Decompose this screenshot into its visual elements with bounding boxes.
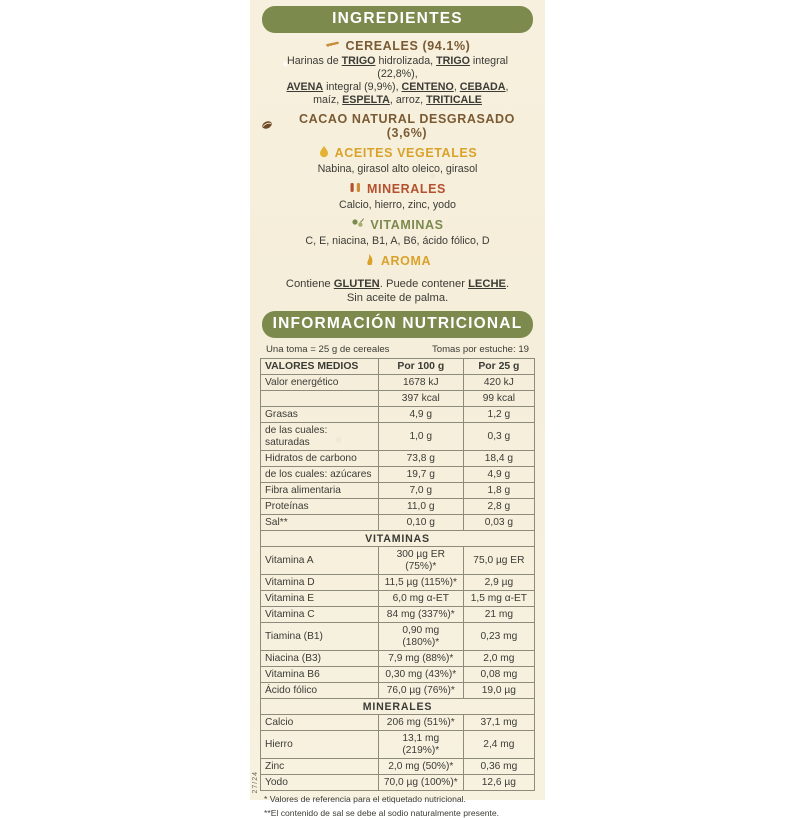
- row-label: Calcio: [261, 715, 379, 731]
- table-row: [261, 515, 535, 531]
- row-value-25g: 1,5 mg α-ET: [463, 591, 534, 607]
- table-row: [261, 547, 535, 575]
- ingredient-group-aceites: [260, 145, 535, 176]
- ingredient-group-aroma: [260, 253, 535, 269]
- row-label: Fibra alimentaria: [261, 483, 379, 499]
- row-value-100g: 0,10 g: [378, 515, 463, 531]
- ingredient-heading-text: VITAMINAS: [370, 218, 443, 232]
- nutrition-band-title: INFORMACIÓN NUTRICIONAL: [262, 311, 533, 338]
- ingredient-body: Calcio, hierro, zinc, yodo: [260, 199, 535, 212]
- ingredient-heading-text: CEREALES (94.1%): [346, 39, 471, 53]
- wheat-icon: [325, 38, 341, 53]
- table-row: [261, 759, 535, 775]
- aroma-icon: [364, 253, 376, 269]
- ingredient-heading-text: CACAO NATURAL DESGRASADO (3,6%): [279, 112, 535, 140]
- serving-note: Una toma = 25 g de cereales: [266, 344, 389, 355]
- vitamins-section-header: [261, 531, 535, 547]
- row-label: Hidratos de carbono: [261, 451, 379, 467]
- ingredient-group-cereales: [260, 38, 535, 107]
- row-value-25g: 19,0 µg: [463, 683, 534, 699]
- table-row: [261, 667, 535, 683]
- row-label: de las cuales: saturadas: [261, 423, 379, 451]
- row-label: Hierro: [261, 731, 379, 759]
- allergen-note-line1: Contiene GLUTEN. Puede contener LECHE.: [286, 278, 509, 290]
- row-label: Proteínas: [261, 499, 379, 515]
- ingredient-heading-text: MINERALES: [367, 182, 446, 196]
- vitamins-section-title: VITAMINAS: [261, 531, 535, 547]
- ingredient-group-vitaminas: [260, 217, 535, 248]
- minerals-section-title: MINERALES: [261, 699, 535, 715]
- ingredient-group-minerales: [260, 181, 535, 212]
- header-label: VALORES MEDIOS: [261, 359, 379, 375]
- row-label: Zinc: [261, 759, 379, 775]
- row-value-25g: 99 kcal: [463, 391, 534, 407]
- table-row: [261, 423, 535, 451]
- row-value-100g: 11,5 µg (115%)*: [378, 575, 463, 591]
- ingredient-heading-row: [260, 181, 535, 197]
- row-value-25g: 0,08 mg: [463, 667, 534, 683]
- ingredient-body: Harinas de TRIGO hidrolizada, TRIGO integral (22,8%), AVENA integral (9,9%), CENTENO, CEBADA, maíz, ESPELTA, arroz, TRITICALE: [260, 55, 535, 107]
- allergen-note: [260, 277, 535, 305]
- header-col2: Por 25 g: [463, 359, 534, 375]
- ingredient-body: Nabina, girasol alto oleico, girasol: [260, 163, 535, 176]
- row-value-25g: 1,2 g: [463, 407, 534, 423]
- table-row: [261, 407, 535, 423]
- row-value-100g: 7,9 mg (88%)*: [378, 651, 463, 667]
- table-row: [261, 575, 535, 591]
- ingredient-group-cacao: [260, 112, 535, 140]
- row-label: Yodo: [261, 775, 379, 791]
- minerals-icon: [349, 181, 362, 197]
- row-label: Vitamina E: [261, 591, 379, 607]
- table-row: [261, 451, 535, 467]
- ingredients-band-title: INGREDIENTES: [262, 6, 533, 33]
- row-value-25g: 0,3 g: [463, 423, 534, 451]
- row-value-100g: 11,0 g: [378, 499, 463, 515]
- row-label: Vitamina D: [261, 575, 379, 591]
- row-value-100g: 13,1 mg (219%)*: [378, 731, 463, 759]
- row-value-100g: 300 µg ER (75%)*: [378, 547, 463, 575]
- serving-info-row: [260, 342, 535, 358]
- ingredient-heading-row: [260, 217, 535, 233]
- row-label: Vitamina C: [261, 607, 379, 623]
- row-value-25g: 0,23 mg: [463, 623, 534, 651]
- row-value-25g: 21 mg: [463, 607, 534, 623]
- vitamins-icon: [351, 217, 365, 233]
- row-value-100g: 0,90 mg (180%)*: [378, 623, 463, 651]
- nutrition-panel: [250, 0, 545, 800]
- table-row: [261, 607, 535, 623]
- row-label: Tiamina (B1): [261, 623, 379, 651]
- table-row: [261, 391, 535, 407]
- row-label: de los cuales: azúcares: [261, 467, 379, 483]
- row-label: Sal**: [261, 515, 379, 531]
- row-value-25g: 18,4 g: [463, 451, 534, 467]
- row-label: Ácido fólico: [261, 683, 379, 699]
- row-value-100g: 206 mg (51%)*: [378, 715, 463, 731]
- row-value-100g: 73,8 g: [378, 451, 463, 467]
- servings-per-pack-note: Tomas por estuche: 19: [432, 344, 529, 355]
- row-value-25g: 2,0 mg: [463, 651, 534, 667]
- table-row: [261, 483, 535, 499]
- row-value-25g: 0,36 mg: [463, 759, 534, 775]
- cocoa-bean-icon: [260, 119, 274, 134]
- table-row: [261, 683, 535, 699]
- row-value-100g: 4,9 g: [378, 407, 463, 423]
- ingredient-heading-row: [260, 112, 535, 140]
- row-label: Vitamina A: [261, 547, 379, 575]
- row-value-25g: 2,8 g: [463, 499, 534, 515]
- ingredient-heading-text: AROMA: [381, 254, 431, 268]
- row-label: Valor energético: [261, 375, 379, 391]
- row-value-100g: 0,30 mg (43%)*: [378, 667, 463, 683]
- minerals-section-header: [261, 699, 535, 715]
- row-value-100g: 19,7 g: [378, 467, 463, 483]
- row-value-25g: 12,6 µg: [463, 775, 534, 791]
- row-value-100g: 70,0 µg (100%)*: [378, 775, 463, 791]
- row-label: Vitamina B6: [261, 667, 379, 683]
- ingredient-heading-text: ACEITES VEGETALES: [335, 146, 478, 160]
- row-value-25g: 75,0 µg ER: [463, 547, 534, 575]
- side-print-code: 27/24: [252, 771, 259, 794]
- row-value-100g: 2,0 mg (50%)*: [378, 759, 463, 775]
- ingredient-heading-row: [260, 253, 535, 269]
- row-label: Grasas: [261, 407, 379, 423]
- row-value-100g: 1678 kJ: [378, 375, 463, 391]
- row-value-100g: 7,0 g: [378, 483, 463, 499]
- table-row: [261, 375, 535, 391]
- allergen-note-line2: Sin aceite de palma.: [347, 292, 448, 304]
- row-value-100g: 6,0 mg α-ET: [378, 591, 463, 607]
- row-value-25g: 2,4 mg: [463, 731, 534, 759]
- table-row: [261, 651, 535, 667]
- ingredient-heading-row: [260, 145, 535, 161]
- table-row: [261, 715, 535, 731]
- row-value-25g: 0,03 g: [463, 515, 534, 531]
- ingredient-heading-row: [260, 38, 535, 53]
- table-row: [261, 499, 535, 515]
- table-row: [261, 731, 535, 759]
- row-value-100g: 76,0 µg (76%)*: [378, 683, 463, 699]
- row-value-100g: 397 kcal: [378, 391, 463, 407]
- row-label: [261, 391, 379, 407]
- footnote-1: * Valores de referencia para el etiquetado nutricional.: [260, 791, 535, 805]
- row-value-25g: 37,1 mg: [463, 715, 534, 731]
- nutrition-table: [260, 358, 535, 791]
- row-value-100g: 84 mg (337%)*: [378, 607, 463, 623]
- table-row: [261, 591, 535, 607]
- footnote-2: **El contenido de sal se debe al sodio naturalmente presente.: [260, 805, 535, 818]
- row-value-25g: 4,9 g: [463, 467, 534, 483]
- table-row: [261, 467, 535, 483]
- row-value-25g: 420 kJ: [463, 375, 534, 391]
- header-col1: Por 100 g: [378, 359, 463, 375]
- table-row: [261, 775, 535, 791]
- row-value-25g: 1,8 g: [463, 483, 534, 499]
- table-row: [261, 623, 535, 651]
- row-value-100g: 1,0 g: [378, 423, 463, 451]
- ingredient-body: C, E, niacina, B1, A, B6, ácido fólico, D: [260, 235, 535, 248]
- row-label: Niacina (B3): [261, 651, 379, 667]
- table-header-row: [261, 359, 535, 375]
- oil-drop-icon: [318, 145, 330, 161]
- row-value-25g: 2,9 µg: [463, 575, 534, 591]
